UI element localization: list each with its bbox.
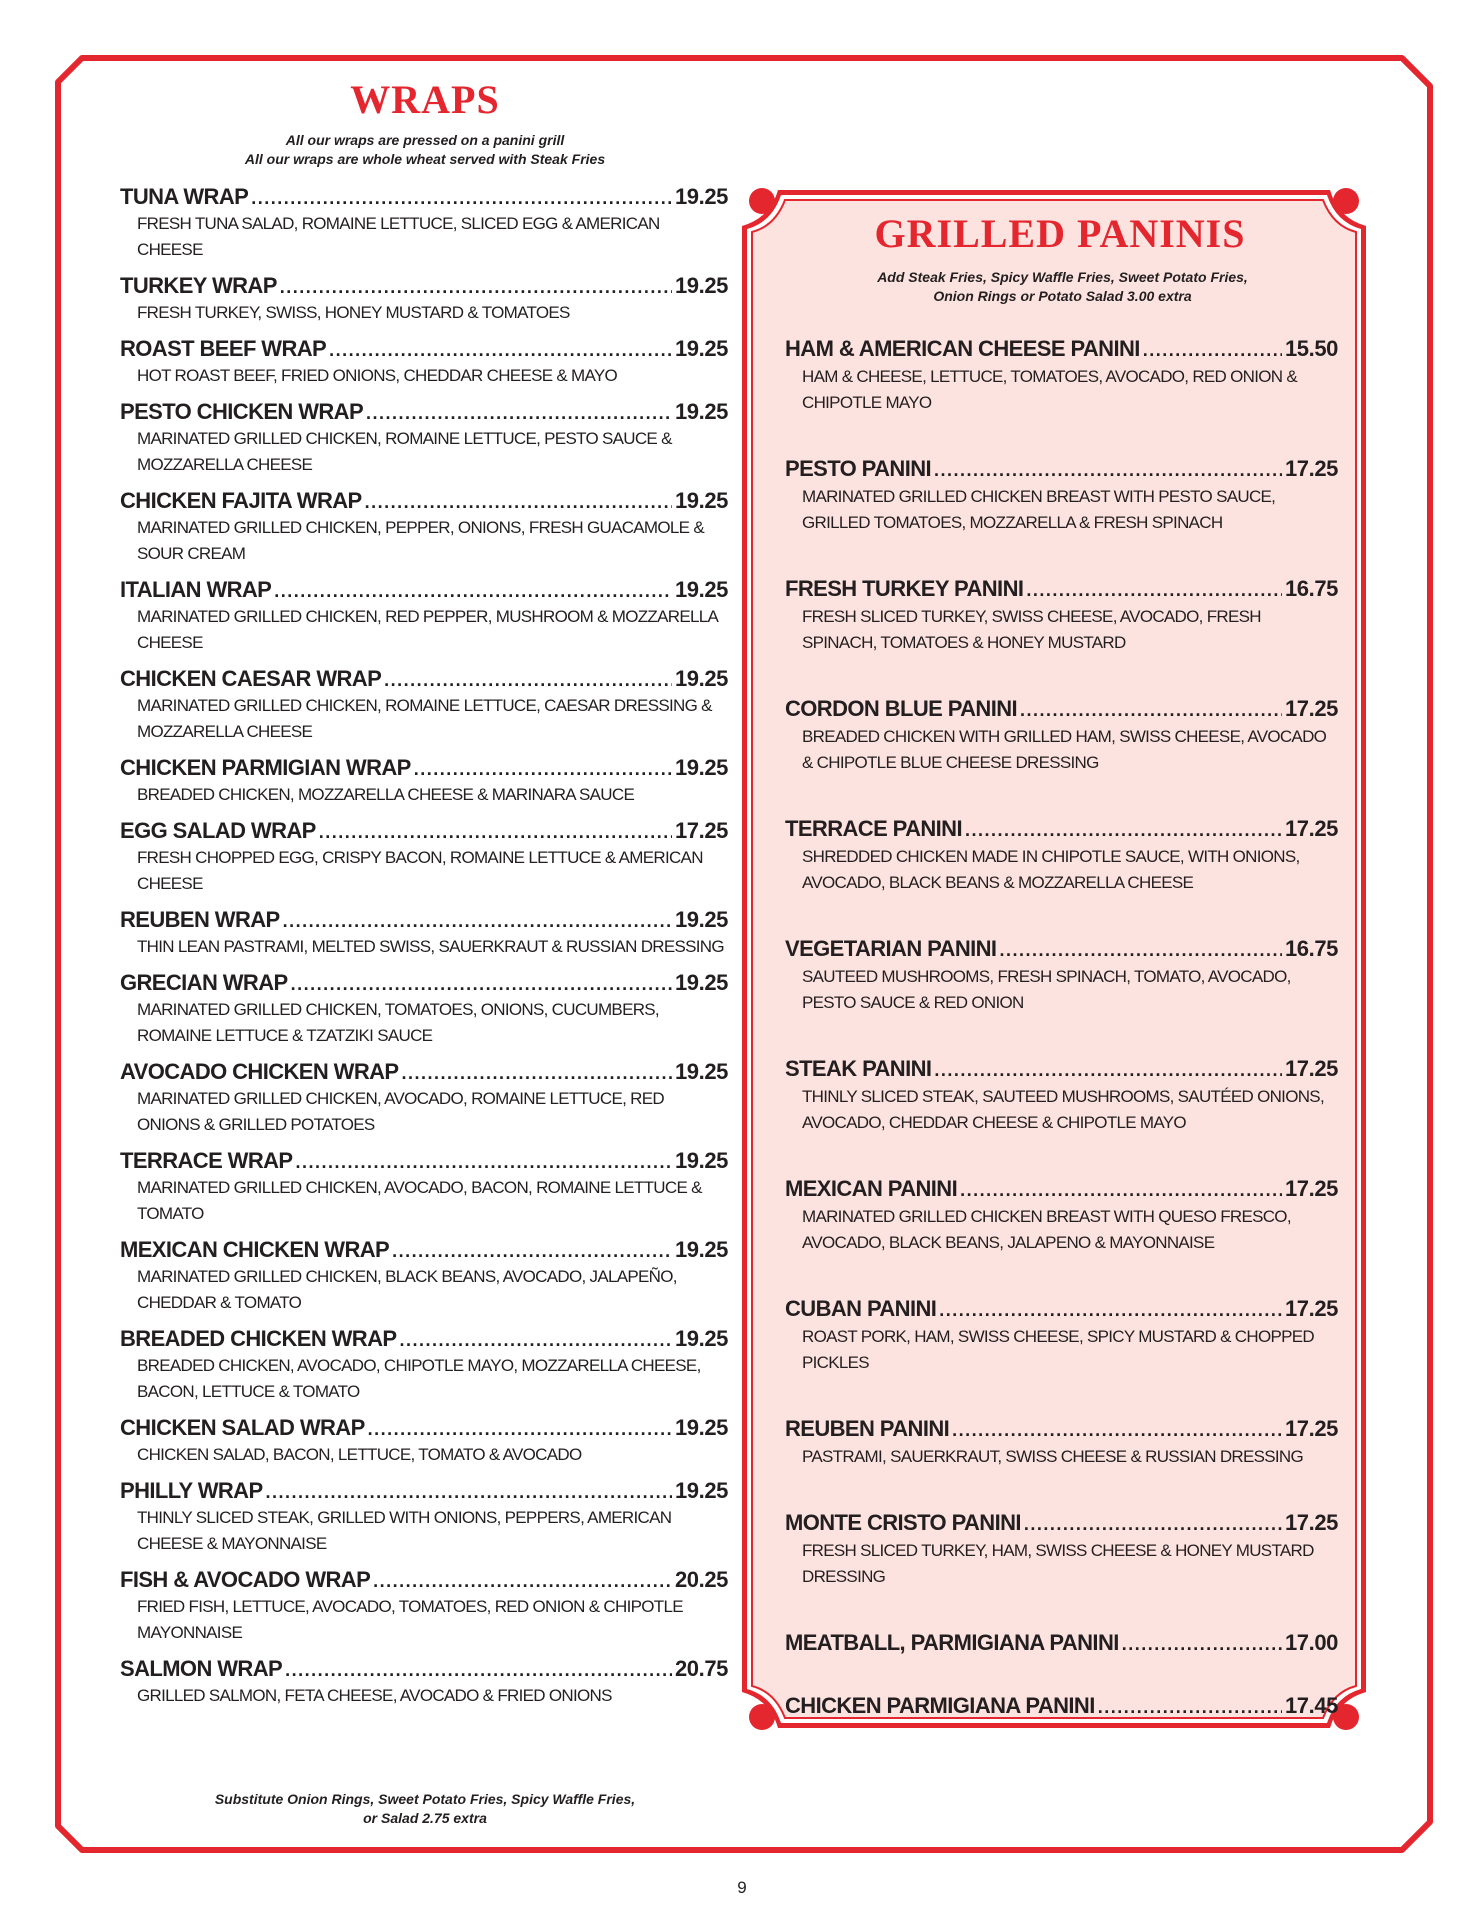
dot-leader [266,1479,672,1505]
menu-item-name: ITALIAN WRAP [120,577,272,602]
panini-item [785,1693,1338,1720]
dot-leader [414,756,672,782]
menu-item-row [120,1148,728,1175]
menu-item-description: ROAST PORK, HAM, SWISS CHEESE, SPICY MUSTARD & CHOPPED PICKLES [802,1327,1314,1372]
panini-item [785,1176,1338,1256]
menu-item-row [785,1416,1338,1443]
menu-item-description: SHREDDED CHICKEN MADE IN CHIPOTLE SAUCE, WITH ONIONS, AVOCADO, BLACK BEANS & MOZZARELLA CHEESE [802,847,1300,892]
panini-item [785,1416,1338,1470]
menu-item-description: FRIED FISH, LETTUCE, AVOCADO, TOMATOES, RED ONION & CHIPOTLE MAYONNAISE [137,1597,683,1642]
wrap-item [120,1059,728,1138]
menu-item-description: MARINATED GRILLED CHICKEN, ROMAINE LETTUCE, PESTO SAUCE & MOZZARELLA CHEESE [137,429,672,474]
menu-item-row [120,577,728,604]
wraps-title: WRAPS [350,77,500,122]
dot-leader [285,1657,672,1683]
dot-leader [280,274,672,300]
menu-item-row [120,399,728,426]
paninis-note: Onion Rings or Potato Salad 3.00 extra [933,288,1192,304]
menu-item-description: SAUTEED MUSHROOMS, FRESH SPINACH, TOMATO, AVOCADO, PESTO SAUCE & RED ONION [802,967,1291,1012]
wrap-item [120,1656,728,1709]
menu-item-description: BREADED CHICKEN, AVOCADO, CHIPOTLE MAYO, MOZZARELLA CHEESE, BACON, LETTUCE & TOMATO [137,1356,701,1401]
menu-item-row [785,936,1338,963]
panini-item [785,1630,1338,1657]
menu-item-price: 19.25 [674,1237,728,1262]
menu-item-row [785,1296,1338,1323]
menu-item-price: 17.25 [1284,456,1338,481]
menu-item-row [120,818,728,845]
dot-leader [365,489,672,515]
menu-item-name: PHILLY WRAP [120,1478,263,1503]
wrap-item [120,970,728,1049]
menu-item-name: BREADED CHICKEN WRAP [120,1326,397,1351]
menu-item-price: 19.25 [674,1478,728,1503]
dot-leader [401,1060,671,1086]
menu-item-price: 17.45 [1284,1693,1338,1718]
dot-leader [1026,577,1282,603]
menu-item-name: CUBAN PANINI [785,1296,937,1321]
menu-item-name: CORDON BLUE PANINI [785,696,1018,721]
menu-item-price: 19.25 [674,184,728,209]
menu-item-row [785,336,1338,363]
paninis-note: Add Steak Fries, Spicy Waffle Fries, Sweet Potato Fries, [877,269,1248,285]
menu-item-row [120,1237,728,1264]
dot-leader [384,667,672,693]
menu-item-description: FRESH TURKEY, SWISS, HONEY MUSTARD & TOMATOES [137,303,570,322]
menu-item-name: TURKEY WRAP [120,273,277,298]
menu-item-row [120,970,728,997]
menu-item-price: 19.25 [674,907,728,932]
menu-item-description: MARINATED GRILLED CHICKEN, AVOCADO, BACON, ROMAINE LETTUCE & TOMATO [137,1178,702,1223]
dot-leader [965,817,1282,843]
menu-item-description: MARINATED GRILLED CHICKEN, TOMATOES, ONIONS, CUCUMBERS, ROMAINE LETTUCE & TZATZIKI SAUCE [137,1000,659,1045]
wraps-footnote [150,1790,700,1828]
menu-item-name: STEAK PANINI [785,1056,932,1081]
menu-item-description: PASTRAMI, SAUERKRAUT, SWISS CHEESE & RUSSIAN DRESSING [802,1447,1304,1466]
wraps-note: All our wraps are pressed on a panini grill [285,132,565,148]
dot-leader [1122,1631,1282,1657]
menu-item-description: FRESH SLICED TURKEY, SWISS CHEESE, AVOCADO, FRESH SPINACH, TOMATOES & HONEY MUSTARD [802,607,1261,652]
menu-item-name: PESTO CHICKEN WRAP [120,399,364,424]
menu-item-name: MEATBALL, PARMIGIANA PANINI [785,1630,1119,1655]
menu-item-price: 20.75 [674,1656,728,1681]
menu-item-name: REUBEN WRAP [120,907,280,932]
paninis-notes [790,268,1335,306]
menu-item-name: CHICKEN FAJITA WRAP [120,488,362,513]
menu-item-description: GRILLED SALMON, FETA CHEESE, AVOCADO & FRIED ONIONS [137,1686,612,1705]
panini-item [785,576,1338,656]
menu-item-row [120,1059,728,1086]
menu-item-row [120,1567,728,1594]
menu-item-price: 16.75 [1284,576,1338,601]
menu-item-name: CHICKEN PARMIGIANA PANINI [785,1693,1095,1718]
dot-leader [934,457,1282,483]
wrap-item [120,1326,728,1405]
paninis-list [785,336,1338,1720]
menu-item-price: 17.25 [1284,1176,1338,1201]
dot-leader [399,1327,671,1353]
menu-item-description: FRESH SLICED TURKEY, HAM, SWISS CHEESE & HONEY MUSTARD DRESSING [802,1541,1314,1586]
wrap-item [120,818,728,897]
menu-item-description: CHICKEN SALAD, BACON, LETTUCE, TOMATO & AVOCADO [137,1445,582,1464]
menu-item-row [785,1630,1338,1657]
panini-item [785,816,1338,896]
menu-item-row [120,1656,728,1683]
page-number: 9 [737,1878,747,1897]
dot-leader [251,185,672,211]
panini-item [785,336,1338,416]
menu-item-price: 19.25 [674,755,728,780]
menu-item-name: MEXICAN CHICKEN WRAP [120,1237,390,1262]
dot-leader [295,1149,671,1175]
menu-item-price: 17.25 [1284,1416,1338,1441]
menu-item-price: 16.75 [1284,936,1338,961]
menu-item-row [120,907,728,934]
menu-item-description: MARINATED GRILLED CHICKEN, ROMAINE LETTUCE, CAESAR DRESSING & MOZZARELLA CHEESE [137,696,712,741]
menu-item-name: AVOCADO CHICKEN WRAP [120,1059,399,1084]
menu-item-price: 19.25 [674,399,728,424]
panini-item [785,456,1338,536]
menu-item-name: TERRACE WRAP [120,1148,293,1173]
dot-leader [283,908,672,934]
dot-leader [960,1177,1282,1203]
wrap-item [120,907,728,960]
dot-leader [1024,1511,1282,1537]
menu-item-description: FRESH CHOPPED EGG, CRISPY BACON, ROMAINE LETTUCE & AMERICAN CHEESE [137,848,703,893]
menu-item-name: MONTE CRISTO PANINI [785,1510,1021,1535]
dot-leader [368,1416,672,1442]
dot-leader [1098,1694,1282,1720]
menu-item-name: SALMON WRAP [120,1656,283,1681]
menu-item-description: THIN LEAN PASTRAMI, MELTED SWISS, SAUERKRAUT & RUSSIAN DRESSING [137,937,724,956]
menu-item-row [785,1176,1338,1203]
dot-leader [373,1568,672,1594]
dot-leader [952,1417,1282,1443]
wraps-footnote-line: or Salad 2.75 extra [363,1810,487,1826]
menu-item-description: MARINATED GRILLED CHICKEN BREAST WITH QUESO FRESCO, AVOCADO, BLACK BEANS, JALAPENO & MAYONNAISE [802,1207,1291,1252]
wrap-item [120,184,728,263]
menu-item-price: 19.25 [674,1059,728,1084]
panini-item [785,936,1338,1016]
wrap-item [120,1237,728,1316]
menu-item-name: EGG SALAD WRAP [120,818,316,843]
menu-item-price: 20.25 [674,1567,728,1592]
menu-item-name: VEGETARIAN PANINI [785,936,997,961]
menu-item-description: MARINATED GRILLED CHICKEN BREAST WITH PESTO SAUCE, GRILLED TOMATOES, MOZZARELLA & FRESH SPINACH [802,487,1276,532]
wraps-notes [120,131,730,169]
menu-item-row [120,666,728,693]
wraps-note: All our wraps are whole wheat served with Steak Fries [244,151,606,167]
panini-item [785,1296,1338,1376]
menu-item-price: 19.25 [674,488,728,513]
wrap-item [120,1415,728,1468]
wraps-footnote-line: Substitute Onion Rings, Sweet Potato Fries, Spicy Waffle Fries, [214,1791,636,1807]
menu-item-price: 17.25 [674,818,728,843]
menu-item-row [120,1478,728,1505]
menu-item-name: FRESH TURKEY PANINI [785,576,1024,601]
wrap-item [120,273,728,326]
panini-item [785,1510,1338,1590]
menu-item-description: BREADED CHICKEN, MOZZARELLA CHEESE & MARINARA SAUCE [137,785,635,804]
menu-item-price: 19.25 [674,970,728,995]
menu-item-price: 19.25 [674,1415,728,1440]
panini-item [785,696,1338,776]
menu-item-price: 19.25 [674,273,728,298]
menu-item-description: MARINATED GRILLED CHICKEN, RED PEPPER, MUSHROOM & MOZZARELLA CHEESE [137,607,718,652]
wrap-item [120,577,728,656]
wrap-item [120,1148,728,1227]
menu-item-price: 15.50 [1284,336,1338,361]
wrap-item [120,399,728,478]
menu-item-row [785,1510,1338,1537]
menu-item-price: 17.25 [1284,1296,1338,1321]
dot-leader [319,819,672,845]
menu-item-price: 19.25 [674,1326,728,1351]
menu-item-name: MEXICAN PANINI [785,1176,958,1201]
menu-item-row [120,488,728,515]
wraps-list [120,184,728,1719]
wrap-item [120,488,728,567]
wrap-item [120,666,728,745]
menu-item-price: 19.25 [674,577,728,602]
menu-item-description: FRESH TUNA SALAD, ROMAINE LETTUCE, SLICED EGG & AMERICAN CHEESE [137,214,660,259]
dot-leader [274,578,672,604]
dot-leader [329,337,672,363]
menu-item-name: CHICKEN CAESAR WRAP [120,666,382,691]
menu-item-description: THINLY SLICED STEAK, GRILLED WITH ONIONS, PEPPERS, AMERICAN CHEESE & MAYONNAISE [137,1508,672,1553]
dot-leader [934,1057,1282,1083]
menu-item-row [120,1326,728,1353]
menu-item-description: MARINATED GRILLED CHICKEN, AVOCADO, ROMAINE LETTUCE, RED ONIONS & GRILLED POTATOES [137,1089,664,1134]
menu-item-name: REUBEN PANINI [785,1416,950,1441]
dot-leader [392,1238,672,1264]
wrap-item [120,755,728,808]
menu-item-name: TERRACE PANINI [785,816,962,841]
wrap-item [120,1478,728,1557]
menu-item-price: 17.00 [1284,1630,1338,1655]
menu-item-price: 17.25 [1284,1056,1338,1081]
dot-leader [1143,337,1282,363]
menu-item-row [785,456,1338,483]
panini-item [785,1056,1338,1136]
menu-item-name: CHICKEN PARMIGIAN WRAP [120,755,411,780]
menu-item-name: ROAST BEEF WRAP [120,336,327,361]
menu-item-row [120,336,728,363]
menu-item-price: 17.25 [1284,816,1338,841]
menu-item-price: 19.25 [674,666,728,691]
dot-leader [366,400,672,426]
menu-item-row [785,696,1338,723]
menu-item-row [785,1056,1338,1083]
menu-item-description: BREADED CHICKEN WITH GRILLED HAM, SWISS CHEESE, AVOCADO & CHIPOTLE BLUE CHEESE DRESSING [802,727,1327,772]
menu-item-description: THINLY SLICED STEAK, SAUTEED MUSHROOMS, SAUTÉED ONIONS, AVOCADO, CHEDDAR CHEESE & CHIPOTLE MAYO [802,1087,1324,1132]
menu-item-row [785,816,1338,843]
menu-item-name: PESTO PANINI [785,456,932,481]
menu-item-price: 19.25 [674,336,728,361]
menu-item-name: GRECIAN WRAP [120,970,288,995]
menu-item-price: 17.25 [1284,1510,1338,1535]
menu-item-row [120,755,728,782]
dot-leader [291,971,672,997]
wrap-item [120,336,728,389]
menu-item-row [785,1693,1338,1720]
paninis-title: GRILLED PANINIS [874,211,1246,256]
menu-item-row [120,184,728,211]
dot-leader [1020,697,1282,723]
menu-item-name: TUNA WRAP [120,184,249,209]
menu-item-row [120,1415,728,1442]
menu-item-description: HOT ROAST BEEF, FRIED ONIONS, CHEDDAR CHEESE & MAYO [137,366,618,385]
menu-item-row [785,576,1338,603]
menu-item-name: FISH & AVOCADO WRAP [120,1567,371,1592]
menu-item-price: 19.25 [674,1148,728,1173]
menu-item-price: 17.25 [1284,696,1338,721]
wrap-item [120,1567,728,1646]
menu-item-description: MARINATED GRILLED CHICKEN, BLACK BEANS, AVOCADO, JALAPEÑO, CHEDDAR & TOMATO [137,1267,677,1312]
menu-item-description: MARINATED GRILLED CHICKEN, PEPPER, ONIONS, FRESH GUACAMOLE & SOUR CREAM [137,518,704,563]
menu-item-name: CHICKEN SALAD WRAP [120,1415,365,1440]
menu-item-name: HAM & AMERICAN CHEESE PANINI [785,336,1140,361]
dot-leader [939,1297,1282,1323]
dot-leader [999,937,1281,963]
menu-item-row [120,273,728,300]
menu-item-description: HAM & CHEESE, LETTUCE, TOMATOES, AVOCADO, RED ONION & CHIPOTLE MAYO [802,367,1298,412]
